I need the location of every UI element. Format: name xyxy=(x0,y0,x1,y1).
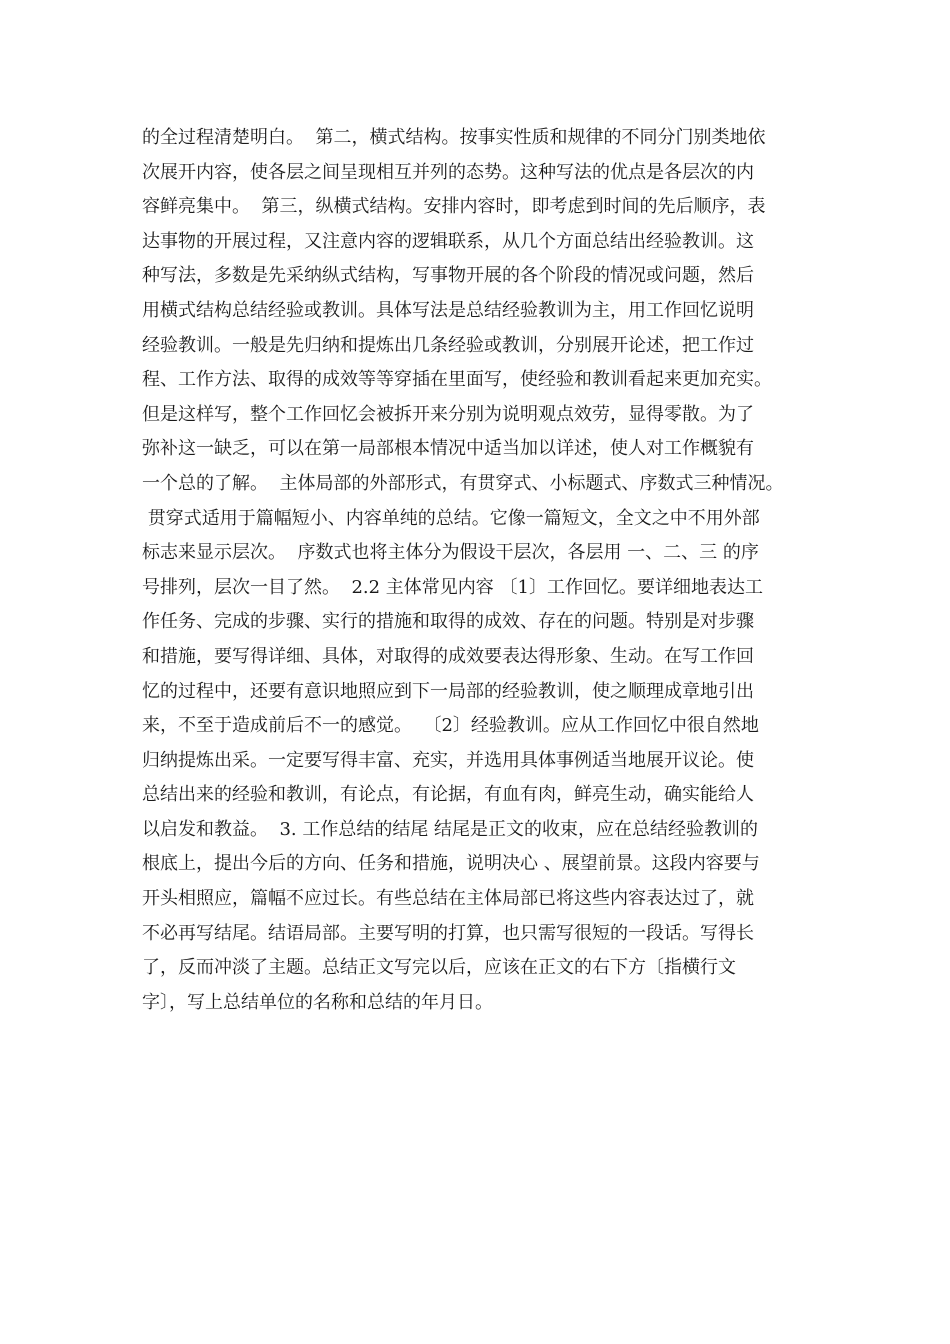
text-line: 容鲜亮集中。 第三，纵横式结构。安排内容时，即考虑到时间的先后顺序，表 xyxy=(142,196,766,218)
text-line: 和措施，要写得详细、具体，对取得的成效要表达得形象、生动。在写工作回 xyxy=(142,645,754,667)
text-line: 作任务、完成的步骤、实行的措施和取得的成效、存在的问题。特别是对步骤 xyxy=(142,611,754,633)
text-line: 归纳提炼出采。一定要写得丰富、充实，并选用具体事例适当地展开议论。使 xyxy=(142,749,754,771)
text-line: 不必再写结尾。结语局部。主要写明的打算，也只需写很短的一段话。写得长 xyxy=(142,922,754,944)
text-line: 根底上，提出今后的方向、任务和措施，说明决心 、展望前景。这段内容要与 xyxy=(142,853,760,875)
text-line: 程、工作方法、取得的成效等等穿插在里面写，使经验和教训看起来更加充实。 xyxy=(142,369,772,391)
text-line: 但是这样写，整个工作回忆会被拆开来分别为说明观点效劳，显得零散。为了 xyxy=(142,403,754,425)
text-line: 字〕，写上总结单位的名称和总结的年月日。 xyxy=(142,991,493,1013)
text-line: 贯穿式适用于篇幅短小、内容单纯的总结。它像一篇短文，全文之中不用外部 xyxy=(142,507,760,529)
text-line: 弥补这一缺乏，可以在第一局部根本情况中适当加以详述，使人对工作概貌有 xyxy=(142,438,754,460)
text-line: 用横式结构总结经验或教训。具体写法是总结经验教训为主，用工作回忆说明 xyxy=(142,299,754,321)
text-line: 号排列，层次一目了然。 2.2 主体常见内容 〔1〕工作回忆。要详细地表达工 xyxy=(142,576,763,598)
text-line: 的全过程清楚明白。 第二，横式结构。按事实性质和规律的不同分门别类地依 xyxy=(142,127,766,148)
text-line: 一个总的了解。 主体局部的外部形式，有贯穿式、小标题式、序数式三种情况。 xyxy=(142,472,784,494)
text-line: 来，不至于造成前后不一的感觉。 〔2〕经验教训。应从工作回忆中很自然地 xyxy=(142,715,759,737)
text-line: 标志来显示层次。 序数式也将主体分为假设干层次，各层用 一、二、三 的序 xyxy=(142,542,759,564)
text-line: 总结出来的经验和教训，有论点，有论据，有血有肉，鲜亮生动，确实能给人 xyxy=(142,784,754,806)
text-line: 以启发和教益。 3. 工作总结的结尾 结尾是正文的收束，应在总结经验教训的 xyxy=(142,818,759,840)
text-line: 达事物的开展过程，又注意内容的逻辑联系，从几个方面总结出经验教训。这 xyxy=(142,230,754,252)
text-line: 忆的过程中，还要有意识地照应到下一局部的经验教训，使之顺理成章地引出 xyxy=(142,680,754,702)
body-text xyxy=(142,121,832,1020)
text-line: 种写法，多数是先采纳纵式结构，写事物开展的各个阶段的情况或问题，然后 xyxy=(142,265,754,287)
text-line: 次展开内容，使各层之间呈现相互并列的态势。这种写法的优点是各层次的内 xyxy=(142,161,754,183)
text-line: 经验教训。一般是先归纳和提炼出几条经验或教训，分别展开论述，把工作过 xyxy=(142,334,754,356)
text-line: 了，反而冲淡了主题。总结正文写完以后，应该在正文的右下方〔指横行文 xyxy=(142,957,736,979)
text-line: 开头相照应，篇幅不应过长。有些总结在主体局部已将这些内容表达过了，就 xyxy=(142,888,754,910)
